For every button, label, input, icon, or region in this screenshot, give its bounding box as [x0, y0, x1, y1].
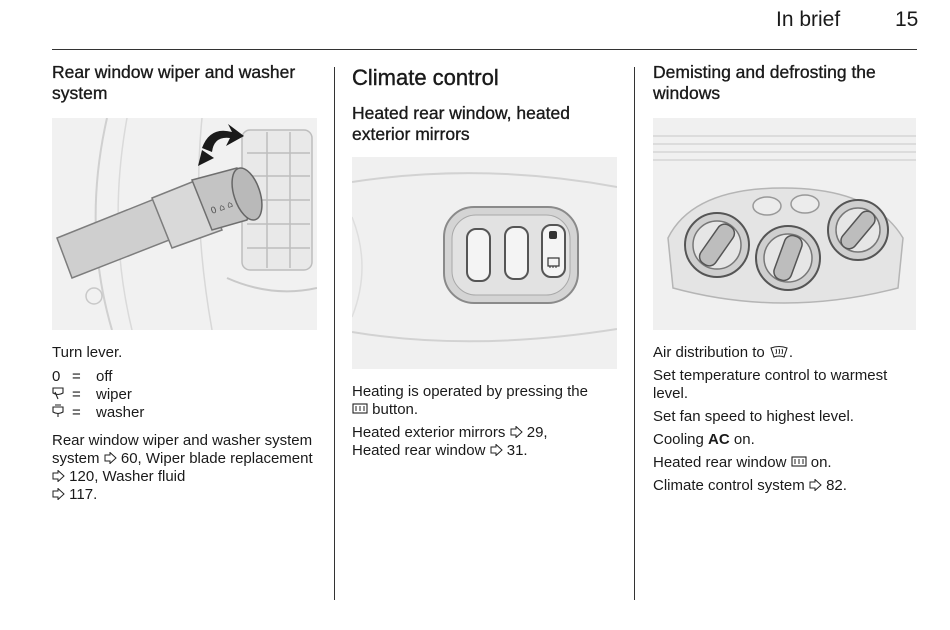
legend-item-washer: = washer: [52, 404, 322, 422]
column-climate-control: [352, 64, 622, 145]
column-divider-1: [334, 67, 335, 600]
rear-window-heating-icon: [791, 455, 807, 469]
page-ref-arrow-icon: [52, 470, 65, 482]
cross-references-heated: Heated exterior mirrors 29, Heated rear window 31.: [352, 424, 548, 459]
step-air-distribution: Air distribution to .: [653, 344, 794, 361]
step-temperature: Set temperature control to warmest level.: [653, 367, 888, 402]
chapter-title: Climate control: [352, 65, 499, 90]
column3-text: [653, 344, 923, 500]
figure-climate-knobs: [653, 118, 916, 330]
windscreen-defrost-icon: [769, 345, 789, 359]
running-header-title: In brief: [776, 8, 841, 31]
column1-text: [52, 344, 322, 509]
section-heading-rear-wiper: Rear window wiper and washer system: [52, 62, 296, 103]
figure-turn-lever: [52, 118, 317, 330]
cross-references-rear-wiper: Rear window wiper and washer system system 60, Wiper blade replacement 120, Washer fluid 117.: [52, 432, 313, 503]
heating-instruction: Heating is operated by pressing the button.: [352, 383, 588, 418]
page-ref-arrow-icon: [52, 488, 65, 500]
cross-reference-climate-system: Climate control system 82.: [653, 477, 847, 494]
washer-icon: [52, 404, 64, 418]
svg-text:0 ⌂ ⌂: 0 ⌂ ⌂: [209, 199, 235, 217]
wiper-icon: [52, 386, 64, 400]
page-ref-arrow-icon: [490, 444, 503, 456]
column2-text: [352, 383, 622, 465]
column-demisting: [653, 62, 923, 104]
legend-item-off: 0 = off: [52, 368, 113, 385]
page-ref-arrow-icon: [809, 479, 822, 491]
step-fan-speed: Set fan speed to highest level.: [653, 408, 854, 425]
section-heading-demisting: Demisting and defrosting the windows: [653, 62, 876, 103]
step-cooling: Cooling AC on.: [653, 431, 755, 448]
column-rear-wiper: [52, 62, 322, 104]
page-ref-arrow-icon: [104, 452, 117, 464]
column-divider-2: [634, 67, 635, 600]
step-heated-rear-window: Heated rear window on.: [653, 454, 832, 471]
section-heading-heated-window: Heated rear window, heated exterior mirrors: [352, 103, 570, 144]
page-number: 15: [895, 8, 919, 31]
figure-caption: Turn lever.: [52, 344, 123, 361]
legend-item-wiper: = wiper: [52, 386, 322, 404]
page-ref-arrow-icon: [510, 426, 523, 438]
legend-list: [52, 368, 322, 422]
header-rule: [52, 49, 917, 50]
figure-heated-window-buttons: [352, 157, 617, 369]
rear-window-heating-icon: [352, 402, 368, 416]
